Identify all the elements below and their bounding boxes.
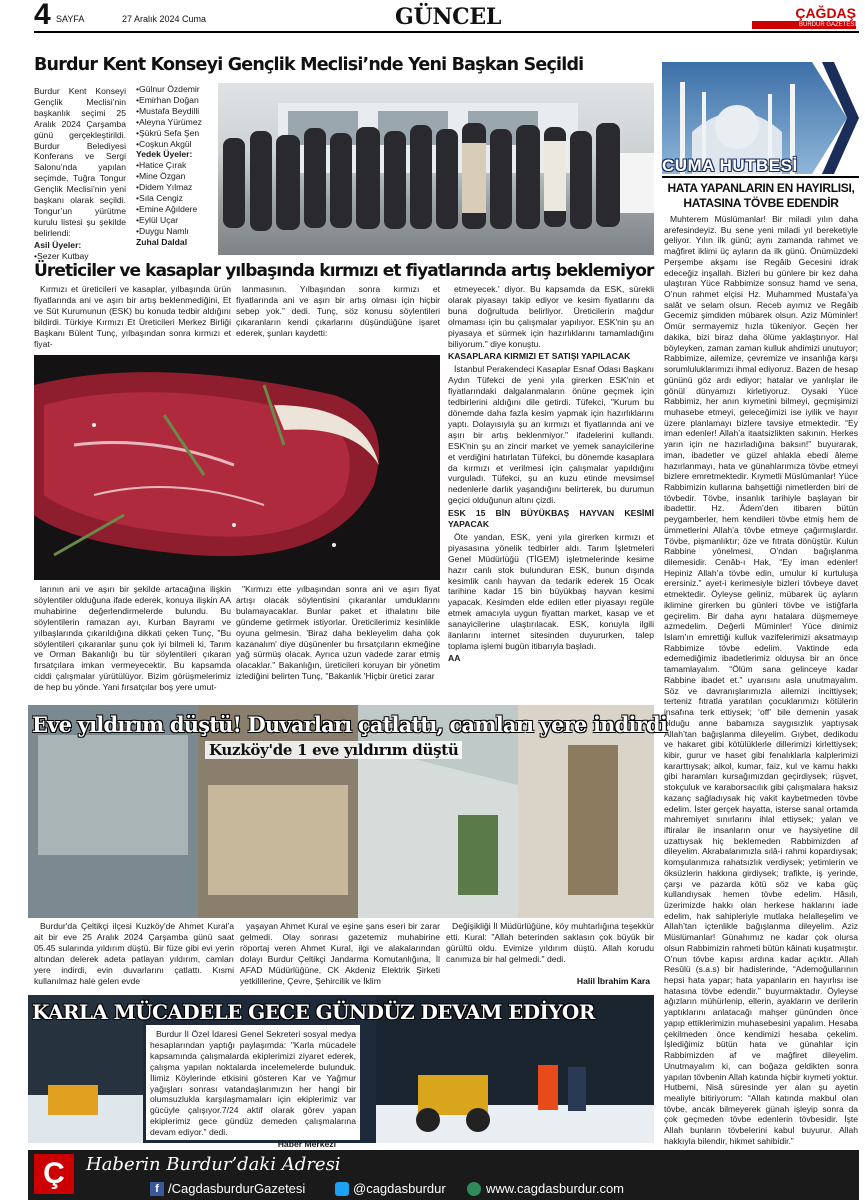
list-item: •Didem Yılmaz: [136, 182, 193, 193]
list-item: •Mustafa Beydilli: [136, 105, 200, 116]
article2-headline: Üreticiler ve kasaplar yılbaşında kırmızı et fiyatlarında artış beklemiyor: [34, 261, 654, 281]
article1-body: [34, 86, 126, 261]
website-link[interactable]: www.cagdasburdur.com: [486, 1181, 625, 1196]
article2-col1-bottom: [34, 584, 231, 696]
footer-banner: [28, 1150, 859, 1200]
list-item: •Hatice Çırak: [136, 160, 187, 171]
group-photo: [218, 83, 654, 255]
hutbe-body: [664, 214, 858, 1194]
article4-byline: Haber Merkezi: [277, 1139, 336, 1150]
logo-text: ÇAĞDAŞ: [795, 5, 856, 21]
hutbe-headline: HATA YAPANLARIN EN HAYIRLISI, HATASINA TÖVBE EDENDİR: [667, 181, 855, 210]
member-list: [136, 84, 214, 254]
list-item: •Eylül Uçar: [136, 214, 179, 225]
article1-text: Burdur Kent Konseyi Gençlik Meclisi’nin başkanlık seçimi 25 Aralık 2024 Çarşamba günü gerçekleştirildi. Burdur Belediyesi Konferans ve Sergi Salonu’nda yapılan seçimde, Tuğra Tongur Gençlik Meclisi’nin yeni başkanı olarak seçildi. Tongur’un yürütme kurulu listesi şu şekilde belirlendi:: [34, 86, 126, 238]
list-item: •Mine Özgan: [136, 171, 186, 182]
list-item: •Emirhan Doğan: [136, 94, 199, 105]
list-item: •Şükrü Sefa Şen: [136, 127, 200, 138]
article2-col1-top: [34, 284, 231, 350]
page-number: 4: [34, 0, 51, 31]
article4-body: [146, 1025, 360, 1150]
hutbe-rule: [662, 176, 859, 178]
article2-text: Öte yandan, ESK, yeni yıla girerken kırmızı et piyasasına yönelik tedbirler aldı. Tarım İşletmeleri Genel Müdürlüğü (TİGEM) işletmelerinde kesime hazır canlı stok bulunduran ESK, bunun dışında kesimlik canlı hayvan da tedarik ederek 15 Ocak tarihine kadar 15 bin büyükbaş hayvan kesimi yapacak. Kesimden elde edilen etler piyasayı regüle etmek amacıyla uygun fiyattan market, kasap ve et sanayicilerine ulaştırılacak. ESK, konuyla ilgili ilanlarını internet sitesinden duyururken, talep toplama işlemi bugün itibarıyla başladı.: [448, 531, 654, 651]
yedek-label: Yedek Üyeler:: [136, 149, 193, 160]
article3-col3: [446, 921, 654, 969]
masthead-logo: [752, 6, 856, 30]
article2-text: "Kırmızı ette yılbaşından sonra ani ve aşırı fiyat artışı olacak söylentisini çıkaranlar umduklarını bulamayacaklar. Bunlar paket et ithalatını bile gündeme getirmek istiyorlar. Üreticilerimiz kesinlikle oyuna gelmesin. 'Biraz daha bekleyelim daha çok kazanalım' diye düşünenler bu fırsatçıların ekmeğine yağ sürmüş olacak. Ayrıca uzun vadede zarar etmiş olacaklar." Bakanlığın, üreticileri koruyan bir yönetim izlediğini belirten Tunç, "Bakanlık 'Hiçbir üretici zarar: [236, 584, 440, 682]
footer-logo: Ç: [34, 1154, 74, 1194]
hutbe-banner: CUMA HUTBESİ: [662, 156, 798, 175]
article2-col2-top: [236, 284, 440, 350]
meat-photo: [34, 355, 440, 580]
header-rule: [34, 31, 859, 33]
facebook-link[interactable]: /CagdasburdurGazetesi: [168, 1181, 306, 1196]
article3-col2: [240, 921, 440, 987]
article2-text: etmeyecek.' diyor. Bu kapsamda da ESK, sürekli olarak piyasayı takip ediyor ve kesim fiyatlarını da buna doğrultuda belirliyor. Üreticilerin mağdur olmaması için bu çalışmalar yapılıyor. ESK'nin şu an piyasaya et sürmek için hazırlıklarını tamamladığını biliyorum." diye konuştu.: [448, 284, 654, 349]
globe-icon: [467, 1182, 481, 1196]
footer-slogan: Haberin Burdur’daki Adresi: [86, 1154, 341, 1175]
byline: Zuhal Daldal: [136, 236, 188, 247]
list-item: •Coşkun Akgül: [136, 138, 192, 149]
asil-label: Asil Üyeler:: [34, 239, 82, 250]
list-item: •Aleyna Yürümez: [136, 116, 202, 127]
hutbe-text: Muhterem Müslümanlar! Bir miladi yılın daha arefesindeyiz. Bu sene yeni miladi yıl bereketiyle geliyor. Yılın ilk günü; aynı zamanda rahmet ve mağfiret iklimi üç ayların da ilk günü. Önümüzdeki Perşembe akşamı ise Regâib Gecesini idrak edeceğiz inşallah. Bizleri bu günlere bir kez daha ulaştıran Yüce Rabbimize sonsuz hamd ve sena, O’nun rahmet elçisi Hz. Muhammed Mustafa’ya salât ve selam olsun. Receb ayımız ve Regâib Gecemiz şimdiden mübarek olsun. Aziz Müminler! Ömür sermayemiz hızla tükeniyor. Geçen her dakika, bizi biraz daha ölüme yaklaştırıyor. Hal böyleyken, zaman zaman kulluk ahdimizi unutuyor; Rabbimize, ailemize, çevremize ve insanlığa karşı sorumluluklarımızı ihmal ediyoruz. Bazen de hesap gününü göz ardı ediyor; hatalar ve yanlışlar ile gönül dünyamızı kirletiyoruz. Oysaki Yüce Rabbimiz, her anın kıymetini bilmeyi, geçmişimizi muhasebe etmeyi, geleceğimizi ise iyilik ve hayır üzere planlamayı bizlere tavsiye etmektedir. “Ey iman edenler! Allah’a itaatsizlikten sakının. Herkes yarın için ne hazırladığına baksın!” buyurarak, iman, ibadetler ve güzel ahlakla ebedi âleme hazırlanmayı, hata ve günahlarımıza tövbe etmeyi bizlere emretmektedir. Kıymetli Müslümanlar! Yüce Rabbimizin kullarına bahşettiği nimetlerden biri de tövbedir. Tövbe, insanlık tarihiyle başlayan bir ibadettir. Hz. Âdem’den itibaren bütün peygamberler, hem kendileri tövbe etmiş hem de ümmetlerini Allah’a tövbe etmeye çağırmışlardır. Tövbe, pişmanlıktır; öze ve fıtrata dönüştür. Kulun Rabbine yönelmesi, O’ndan bağışlanma dilemesidir. Cenâb-ı Hak, “Ey iman edenler! Hepiniz Allah’a tövbe edin, umulur ki kurtuluşa erersiniz.” ayet-i kerimesiyle bizleri tövbeye davet etmektedir. Öyleyse geliniz, mübarek üç ayların iklimine girerken bu günleri tövbe ve istiğfarla geçirelim. Bir daha aynı hatalara düşmemeye azmedelim. Değerli Müminler! Yüce dinimiz İslam’ın emrettiği kulluk vazifelerimizi aksatmayıp Rabbimize tövbe edelim. Vaktinde eda edemediğimiz ibadetlerimiz olduysa bir an önce tamamlayalım. “Ölüm sana gelinceye kadar Rabbine ibadet et.” uyarısını asla unutmayalım. Söz ve davranışlarımızla ailemizi incittiysek; terteniz fıtratla yaratılan çocuklarımızı kötülerin insafına terk ettiysek; ‘off’ bile demenin yasak olduğu anne babamıza saygısızlık yaptıysak Allah’tan bağışlanma dileyelim. Gıybet, dedikodu ve hakaret gibi kötülüklerle dillerimizi kirlettiysek; kibir, gurur ve haset gibi fenalıklarla kalplerimizi kararttıysak; alkol, kumar, faiz, kul ve kamu hakkı gibi haramları kursağımızdan geçirdiysek; rüşvet, stokçuluk ve karaborsacılık gibi çalışmalara haksız kazanç sağladıysak hiç vakit kaybetmeden tövbe edelim. İster gerçek hayatta, isterse sanal ortamda mahremiyet sınırlarını ihlal ettiysek; yalan ve iftiralar ile insanların onur ve haysiyetine dil uzattıysak hiç beklemeden Rabbimizden af dileyelim. Akrabalarımızla sılâ-i rahmi kopardıysak; komşularımıza rahatsızlık verdiysek; yetimlerin ve öksüzlerin hakkına girdiysek; trafikte, iş yerinde, çarşı ve pazarda kötü söz ve kaba güç kullandıysak hemen tövbe edelim. Hâsılı, üzerimizde hakkı olan herkese haklarını iade edelim, hak sahipleriyle mutlaka helalleşelim ve Allah’tan içtenlikle bağışlanma dileyelim. Aziz Müslümanlar! Günahımız ne kadar çok olursa olsun Rabbimizin rahmeti bütün kâinatı kuşatmıştır. O’nun tövbe kapısı ardına kadar açıktır. Allah Resûlü (s.a.s) bir hadislerinde, “Ademoğullarının hepsi hata yapar; hata yapanların en hayırlısı ise hatasına tövbe edendir.” buyurmaktadır. Öyleyse ağızların mühürlenip, ellerin, ayakların ve derilerin yaptıklarını anlatacağı mahşer gününden önce yapıp ettiklerimizin muhasebesini yapalım. Hesaba çekilmeden önce kendimizi hesaba çekelim. İşlediğimiz bütün hata ve günahlar için Rabbimizden af ve mağfiret dileyelim. Unutmayalım ki, can boğaza geldikten sonra yapılan tövbenin Allah katında hiçbir kıymeti yoktur. Hutbemi, Nisâ süresinde yer alan şu ayetin mealiyle bitiriyorum: “Allah katında makbul olan tövbe, ancak bilmeyerek günah işleyip sonra da çok geçmeden tövbe edenlerin tövbesidir. İşte Allah bunların tövbelerini kabul buyurur. Allah hakkıyla bilendir, hikmet sahibidir.”: [664, 214, 858, 1146]
twitter-link[interactable]: @cagdasburdur: [353, 1181, 446, 1196]
article3-byline: Halil İbrahim Kara: [576, 976, 650, 986]
facebook-icon: f: [150, 1182, 164, 1196]
asil-member: •Sezer Kutbay: [34, 250, 89, 261]
article4-headline: KARLA MÜCADELE GECE GÜNDÜZ DEVAM EDİYOR: [32, 1000, 595, 1024]
article2-col3: [448, 284, 654, 696]
article3-headline: Eve yıldırım düştü! Duvarları çatlattı, camları yere indirdi: [32, 712, 667, 737]
article2-col2-bottom: [236, 584, 440, 696]
list-item: •Duygu Namlı: [136, 225, 189, 236]
twitter-icon: [335, 1182, 349, 1196]
logo-subtext: BURDUR GAZETESİ: [752, 21, 856, 29]
page-label: SAYFA: [56, 14, 85, 24]
article2-text: lanmasının. Yılbaşından sonra kırmızı et fiyatlarında ani ve aşırı bir artış olması için hiçbir sebep yok.” dedi. Tunç, söz konusu söylentileri çıkaranların kendi çıkarlarını düşündüğüne işaret ederek, şunları kaydetti:: [236, 284, 440, 338]
article2-subheading: KASAPLARA KIRMIZI ET SATIŞI YAPILACAK: [448, 351, 631, 362]
article3-col1: [34, 921, 234, 987]
article3-subtitle: Kuzköy'de 1 eve yıldırım düştü: [205, 741, 462, 759]
article3-text: yaşayan Ahmet Kural ve eşine şans eseri bir zarar gelmedi. Olay sonrası gazetemiz muhabirine röportaj veren Ahmet Kural, ilgi ve alakalarından dolayı Burdur Çeltikçi Jandarma Komutanlığına, İl AFAD Müdürlüğüne, CK Akdeniz Elektrik Şirketi yetkililerine, Çevre, Şehircilik ve İklim: [240, 921, 440, 986]
article1-headline: Burdur Kent Konseyi Gençlik Meclisi’nde Yeni Başkan Seçildi: [34, 55, 584, 75]
meat-illustration: [34, 355, 440, 580]
issue-date: 27 Aralık 2024 Cuma: [122, 14, 207, 24]
list-item: •Emine Ağıldere: [136, 203, 198, 214]
article2-text: Kırmızı et üreticileri ve kasaplar, yılbaşında ürün fiyatlarında ani ve aşırı bir artış beklenmediğini, Et ve Süt Kurumunun (ESK) bu konuda tedbir aldığını bildirdi. Türkiye Kırmızı Et Üreticileri Merkez Birliği Başkanı Bülent Tunç, yılbaşından sonra kırmızı et fiyat-: [34, 284, 231, 349]
group-photo-art: [218, 83, 654, 255]
list-item: •Sıla Cengiz: [136, 193, 183, 204]
section-title: GÜNCEL: [395, 4, 502, 30]
article2-text: İstanbul Perakendeci Kasaplar Esnaf Odası Başkanı Aydın Tüfekci de yeni yıla girerken ESK'nin et fiyatlarındaki dalgalanmaların önüne geçmek için tedbirlerini aldığını dile getirdi. Tüfekci, "Kurum bu dönemde daha fazla kesim yapmak için hazırlıklarını yaptı. Dolayısıyla şu an kırmızı et fiyatlarında ani ve aşırı bir artış beklenmiyor." ifadelerini kullandı. ESK'nin şu an zincir market ve yemek sanayicilerine et verdiğini hatırlatan Tüfekci, bu dönemde kasaplara da kırmızı et verilmesi için çalışmalar yapıldığını vurguladı. Tüfekci, şu an kuzu etinde mevsimsel nedenlerle darlık yaşandığını belirterek, bu durumun geçici olduğunun altını çizdi.: [448, 364, 654, 506]
article3-text: Değişikliği İl Müdürlüğüne, köy muhtarlığına teşekkür etti. Kural: "Allah beterinden saklasın çok büyük bir gürültü oldu. Evimize yıldırım düştü. Allah korudu canımıza bir hal gelmedi." dedi.: [446, 921, 654, 964]
article2-text: larının ani ve aşırı bir şekilde artacağına ilişkin söylentiler olduğuna ifade ederek, konuya ilişkin AA muhabirine değerlendirmelerde bulundu. Bu söylentilerin ramazan ayı, Kurban Bayramı ve yılbaşlarında çıkarıldığına dikkati çeken Tunç, "Bu söylentileri çıkaranlar şunu çok iyi bilmeli ki, Tarım ve Orman Bakanlığı bu tür söylentileri çıkaran fırsatçılara imkan vermeyecektir. Bu kapsamda ciddi çalışmalar yürütülüyor. Bizim görüşmelerimiz de hep bu yönde. Yani fırsatçılar boş yere umut-: [34, 584, 231, 693]
article2-subheading: ESK 15 BİN BÜYÜKBAŞ HAYVAN KESİMİ YAPACAK: [448, 508, 654, 530]
list-item: •Gülnur Özdemir: [136, 84, 200, 94]
article4-text: Burdur İl Özel İdaresi Genel Sekreteri sosyal medya hesaplarından yaptığı paylaşımda: "Karla mücadele kapsamında çalışmalarda ekiplerimizi ziyaret ederek, çalışma yapılan noktalarda incelemelerde bulunduk. İlimiz Köylerinde etkisini gösteren Kar ve Yağmur yağışları sonrası vatandaşlarımızın her hangi bir olumsuzlukla karşılaşmamaları için ekiplerimiz var gücüyle çalışıyor.7/24 aktif olarak görev yapan ekiplerimiz gece gündüz demeden çalışmalarına devam ediyor." dedi.: [150, 1029, 356, 1138]
source-credit: AA: [448, 652, 461, 663]
article3-text: Burdur'da Çeltikçi ilçesi Kuzköy'de Ahmet Kural'a ait bir eve 25 Aralık 2024 Çarşamba günü saat 05.45 sularında yıldırım düştü. Bir füze gibi evi yerin altından delerek adeta patlayan yıldırım, camları yere indirdi, evin duvarlarını çatlattı. Kısmi kullanılmaz hale gelen evde: [34, 921, 234, 986]
